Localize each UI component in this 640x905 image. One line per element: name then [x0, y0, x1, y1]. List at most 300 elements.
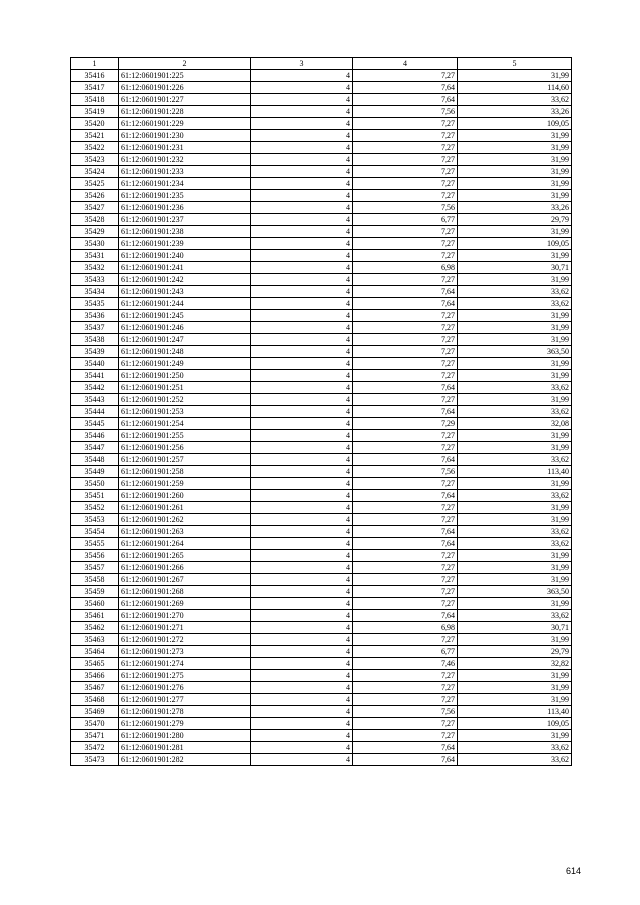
table-cell-col-4: 7,27 — [353, 166, 458, 178]
table-cell-col-4: 7,27 — [353, 394, 458, 406]
table-cell-col-5: 31,99 — [458, 178, 572, 190]
table-cell-col-3: 4 — [251, 394, 353, 406]
table-row — [71, 334, 572, 346]
table-cell-col-1: 35472 — [71, 742, 119, 754]
table-cell-col-4: 7,64 — [353, 538, 458, 550]
table-row — [71, 262, 572, 274]
table-cell-col-1: 35466 — [71, 670, 119, 682]
table-cell-col-1: 35420 — [71, 118, 119, 130]
table-row — [71, 574, 572, 586]
table-cell-col-4: 7,27 — [353, 478, 458, 490]
table-cell-col-3: 4 — [251, 574, 353, 586]
table-cell-col-1: 35463 — [71, 634, 119, 646]
table-cell-col-2: 61:12:0601901:275 — [119, 670, 251, 682]
table-cell-col-1: 35428 — [71, 214, 119, 226]
table-cell-col-2: 61:12:0601901:276 — [119, 682, 251, 694]
table-cell-col-4: 7,27 — [353, 310, 458, 322]
table-cell-col-4: 7,27 — [353, 250, 458, 262]
table-cell-col-4: 7,27 — [353, 634, 458, 646]
table-cell-col-3: 4 — [251, 298, 353, 310]
table-row — [71, 154, 572, 166]
table-cell-col-3: 4 — [251, 382, 353, 394]
table-cell-col-5: 32,08 — [458, 418, 572, 430]
table-cell-col-3: 4 — [251, 370, 353, 382]
table-cell-col-5: 31,99 — [458, 394, 572, 406]
table-row — [71, 274, 572, 286]
table-cell-col-2: 61:12:0601901:245 — [119, 310, 251, 322]
table-cell-col-1: 35449 — [71, 466, 119, 478]
table-cell-col-3: 4 — [251, 490, 353, 502]
table-cell-col-3: 4 — [251, 430, 353, 442]
table-cell-col-4: 7,64 — [353, 754, 458, 766]
table-cell-col-4: 7,56 — [353, 106, 458, 118]
table-cell-col-3: 4 — [251, 70, 353, 82]
table-cell-col-2: 61:12:0601901:259 — [119, 478, 251, 490]
table-cell-col-3: 4 — [251, 646, 353, 658]
table-cell-col-5: 29,79 — [458, 646, 572, 658]
table-row — [71, 718, 572, 730]
table-cell-col-4: 6,98 — [353, 262, 458, 274]
table-cell-col-2: 61:12:0601901:239 — [119, 238, 251, 250]
table-cell-col-5: 31,99 — [458, 574, 572, 586]
table-row — [71, 562, 572, 574]
table-cell-col-1: 35440 — [71, 358, 119, 370]
table-row — [71, 550, 572, 562]
table-cell-col-1: 35417 — [71, 82, 119, 94]
table-cell-col-4: 7,64 — [353, 82, 458, 94]
table-cell-col-5: 31,99 — [458, 70, 572, 82]
table-cell-col-1: 35422 — [71, 142, 119, 154]
table-cell-col-2: 61:12:0601901:240 — [119, 250, 251, 262]
column-header-2: 2 — [119, 58, 251, 70]
table-cell-col-5: 113,40 — [458, 706, 572, 718]
table-cell-col-2: 61:12:0601901:238 — [119, 226, 251, 238]
table-cell-col-2: 61:12:0601901:280 — [119, 730, 251, 742]
table-cell-col-5: 31,99 — [458, 154, 572, 166]
table-cell-col-5: 31,99 — [458, 502, 572, 514]
table-cell-col-5: 31,99 — [458, 682, 572, 694]
table-cell-col-4: 7,27 — [353, 370, 458, 382]
table-row — [71, 478, 572, 490]
table-cell-col-4: 7,64 — [353, 298, 458, 310]
table-cell-col-2: 61:12:0601901:250 — [119, 370, 251, 382]
table-cell-col-3: 4 — [251, 742, 353, 754]
table-row — [71, 646, 572, 658]
table-row — [71, 358, 572, 370]
table-cell-col-2: 61:12:0601901:248 — [119, 346, 251, 358]
table-cell-col-4: 7,27 — [353, 562, 458, 574]
table-cell-col-4: 7,27 — [353, 142, 458, 154]
table-cell-col-1: 35465 — [71, 658, 119, 670]
table-cell-col-2: 61:12:0601901:235 — [119, 190, 251, 202]
table-cell-col-5: 31,99 — [458, 130, 572, 142]
data-table — [70, 57, 572, 766]
table-row — [71, 382, 572, 394]
table-cell-col-1: 35473 — [71, 754, 119, 766]
table-row — [71, 610, 572, 622]
table-cell-col-4: 7,27 — [353, 358, 458, 370]
table-cell-col-5: 31,99 — [458, 322, 572, 334]
table-cell-col-1: 35432 — [71, 262, 119, 274]
table-cell-col-2: 61:12:0601901:268 — [119, 586, 251, 598]
table-row — [71, 538, 572, 550]
table-row — [71, 238, 572, 250]
table-cell-col-5: 33,62 — [458, 94, 572, 106]
table-cell-col-4: 7,64 — [353, 490, 458, 502]
table-cell-col-1: 35446 — [71, 430, 119, 442]
table-row — [71, 94, 572, 106]
table-cell-col-3: 4 — [251, 634, 353, 646]
table-row — [71, 142, 572, 154]
table-row — [71, 178, 572, 190]
table-row — [71, 286, 572, 298]
table-cell-col-4: 7,64 — [353, 742, 458, 754]
table-cell-col-2: 61:12:0601901:233 — [119, 166, 251, 178]
table-cell-col-5: 33,26 — [458, 202, 572, 214]
table-cell-col-1: 35448 — [71, 454, 119, 466]
table-row — [71, 70, 572, 82]
table-row — [71, 118, 572, 130]
table-cell-col-4: 6,77 — [353, 646, 458, 658]
table-cell-col-3: 4 — [251, 454, 353, 466]
table-row — [71, 322, 572, 334]
table-row — [71, 298, 572, 310]
table-row — [71, 202, 572, 214]
table-row — [71, 370, 572, 382]
table-cell-col-5: 31,99 — [458, 442, 572, 454]
table-cell-col-5: 113,40 — [458, 466, 572, 478]
table-cell-col-3: 4 — [251, 190, 353, 202]
table-cell-col-4: 7,27 — [353, 598, 458, 610]
table-cell-col-1: 35434 — [71, 286, 119, 298]
table-row — [71, 682, 572, 694]
table-row — [71, 502, 572, 514]
table-cell-col-5: 33,62 — [458, 382, 572, 394]
table-cell-col-3: 4 — [251, 406, 353, 418]
table-cell-col-3: 4 — [251, 310, 353, 322]
table-cell-col-2: 61:12:0601901:228 — [119, 106, 251, 118]
table-cell-col-1: 35451 — [71, 490, 119, 502]
table-cell-col-5: 31,99 — [458, 478, 572, 490]
table-cell-col-4: 7,27 — [353, 130, 458, 142]
table-cell-col-4: 6,77 — [353, 214, 458, 226]
table-cell-col-3: 4 — [251, 466, 353, 478]
table-cell-col-4: 7,27 — [353, 430, 458, 442]
table-cell-col-5: 31,99 — [458, 370, 572, 382]
table-cell-col-3: 4 — [251, 106, 353, 118]
table-cell-col-5: 33,62 — [458, 754, 572, 766]
table-cell-col-2: 61:12:0601901:272 — [119, 634, 251, 646]
table-cell-col-3: 4 — [251, 754, 353, 766]
table-cell-col-5: 363,50 — [458, 346, 572, 358]
table-cell-col-2: 61:12:0601901:244 — [119, 298, 251, 310]
table-cell-col-4: 7,27 — [353, 238, 458, 250]
table-cell-col-1: 35427 — [71, 202, 119, 214]
table-cell-col-1: 35458 — [71, 574, 119, 586]
table-cell-col-3: 4 — [251, 562, 353, 574]
table-cell-col-1: 35441 — [71, 370, 119, 382]
table-cell-col-4: 7,27 — [353, 670, 458, 682]
table-cell-col-2: 61:12:0601901:226 — [119, 82, 251, 94]
table-cell-col-2: 61:12:0601901:274 — [119, 658, 251, 670]
table-row — [71, 526, 572, 538]
table-cell-col-2: 61:12:0601901:266 — [119, 562, 251, 574]
table-cell-col-1: 35418 — [71, 94, 119, 106]
table-cell-col-5: 33,62 — [458, 742, 572, 754]
table-cell-col-5: 30,71 — [458, 622, 572, 634]
table-cell-col-4: 7,27 — [353, 586, 458, 598]
table-cell-col-4: 7,27 — [353, 682, 458, 694]
table-cell-col-4: 7,27 — [353, 718, 458, 730]
table-cell-col-4: 7,64 — [353, 406, 458, 418]
table-cell-col-5: 31,99 — [458, 166, 572, 178]
table-cell-col-2: 61:12:0601901:249 — [119, 358, 251, 370]
table-cell-col-2: 61:12:0601901:234 — [119, 178, 251, 190]
table-cell-col-2: 61:12:0601901:252 — [119, 394, 251, 406]
table-cell-col-1: 35455 — [71, 538, 119, 550]
table-cell-col-3: 4 — [251, 322, 353, 334]
table-cell-col-4: 7,27 — [353, 178, 458, 190]
table-cell-col-1: 35456 — [71, 550, 119, 562]
table-cell-col-2: 61:12:0601901:242 — [119, 274, 251, 286]
table-cell-col-2: 61:12:0601901:246 — [119, 322, 251, 334]
table-cell-col-2: 61:12:0601901:227 — [119, 94, 251, 106]
table-cell-col-2: 61:12:0601901:241 — [119, 262, 251, 274]
table-body — [71, 70, 572, 766]
table-cell-col-3: 4 — [251, 346, 353, 358]
table-cell-col-2: 61:12:0601901:260 — [119, 490, 251, 502]
table-cell-col-5: 31,99 — [458, 514, 572, 526]
table-cell-col-1: 35468 — [71, 694, 119, 706]
table-row — [71, 586, 572, 598]
table-cell-col-2: 61:12:0601901:231 — [119, 142, 251, 154]
table-row — [71, 634, 572, 646]
table-row — [71, 514, 572, 526]
table-cell-col-5: 114,60 — [458, 82, 572, 94]
table-cell-col-1: 35457 — [71, 562, 119, 574]
table-cell-col-2: 61:12:0601901:270 — [119, 610, 251, 622]
table-cell-col-3: 4 — [251, 622, 353, 634]
table-cell-col-5: 30,71 — [458, 262, 572, 274]
table-cell-col-1: 35431 — [71, 250, 119, 262]
table-cell-col-3: 4 — [251, 682, 353, 694]
table-cell-col-1: 35460 — [71, 598, 119, 610]
table-cell-col-5: 31,99 — [458, 670, 572, 682]
table-cell-col-3: 4 — [251, 718, 353, 730]
table-cell-col-5: 33,62 — [458, 490, 572, 502]
table-cell-col-5: 33,62 — [458, 538, 572, 550]
table-cell-col-5: 31,99 — [458, 430, 572, 442]
table-row — [71, 754, 572, 766]
table-cell-col-2: 61:12:0601901:263 — [119, 526, 251, 538]
table-cell-col-2: 61:12:0601901:251 — [119, 382, 251, 394]
table-row — [71, 226, 572, 238]
table-cell-col-3: 4 — [251, 178, 353, 190]
table-cell-col-3: 4 — [251, 358, 353, 370]
table-cell-col-1: 35437 — [71, 322, 119, 334]
table-cell-col-4: 6,98 — [353, 622, 458, 634]
table-cell-col-5: 31,99 — [458, 250, 572, 262]
table-cell-col-5: 33,62 — [458, 526, 572, 538]
table-cell-col-1: 35438 — [71, 334, 119, 346]
table-cell-col-5: 33,62 — [458, 454, 572, 466]
table-cell-col-3: 4 — [251, 550, 353, 562]
table-cell-col-5: 33,26 — [458, 106, 572, 118]
table-cell-col-5: 29,79 — [458, 214, 572, 226]
table-cell-col-2: 61:12:0601901:237 — [119, 214, 251, 226]
table-row — [71, 406, 572, 418]
table-cell-col-5: 31,99 — [458, 310, 572, 322]
column-header-5: 5 — [458, 58, 572, 70]
table-cell-col-2: 61:12:0601901:232 — [119, 154, 251, 166]
table-cell-col-2: 61:12:0601901:282 — [119, 754, 251, 766]
table-cell-col-5: 109,05 — [458, 238, 572, 250]
table-cell-col-1: 35450 — [71, 478, 119, 490]
table-cell-col-1: 35445 — [71, 418, 119, 430]
table-cell-col-4: 7,46 — [353, 658, 458, 670]
table-row — [71, 82, 572, 94]
table-cell-col-3: 4 — [251, 154, 353, 166]
table-cell-col-1: 35452 — [71, 502, 119, 514]
table-cell-col-3: 4 — [251, 238, 353, 250]
table-cell-col-5: 31,99 — [458, 274, 572, 286]
table-cell-col-1: 35469 — [71, 706, 119, 718]
table-row — [71, 466, 572, 478]
table-cell-col-1: 35421 — [71, 130, 119, 142]
table-cell-col-2: 61:12:0601901:273 — [119, 646, 251, 658]
table-cell-col-3: 4 — [251, 142, 353, 154]
table-cell-col-4: 7,64 — [353, 286, 458, 298]
table-row — [71, 490, 572, 502]
table-row — [71, 670, 572, 682]
table-cell-col-3: 4 — [251, 502, 353, 514]
table-cell-col-4: 7,27 — [353, 226, 458, 238]
table-row — [71, 190, 572, 202]
table-cell-col-4: 7,27 — [353, 274, 458, 286]
table-cell-col-1: 35416 — [71, 70, 119, 82]
table-cell-col-4: 7,27 — [353, 70, 458, 82]
table-cell-col-5: 109,05 — [458, 718, 572, 730]
table-cell-col-3: 4 — [251, 670, 353, 682]
table-cell-col-2: 61:12:0601901:255 — [119, 430, 251, 442]
table-row — [71, 130, 572, 142]
table-row — [71, 394, 572, 406]
table-cell-col-5: 31,99 — [458, 598, 572, 610]
table-cell-col-1: 35429 — [71, 226, 119, 238]
column-header-1: 1 — [71, 58, 119, 70]
table-cell-col-2: 61:12:0601901:257 — [119, 454, 251, 466]
table-cell-col-2: 61:12:0601901:236 — [119, 202, 251, 214]
table-cell-col-5: 33,62 — [458, 298, 572, 310]
table-cell-col-5: 363,50 — [458, 586, 572, 598]
table-cell-col-3: 4 — [251, 286, 353, 298]
table-row — [71, 454, 572, 466]
table-cell-col-1: 35459 — [71, 586, 119, 598]
table-cell-col-2: 61:12:0601901:267 — [119, 574, 251, 586]
table-cell-col-3: 4 — [251, 694, 353, 706]
table-cell-col-1: 35454 — [71, 526, 119, 538]
table-cell-col-4: 7,27 — [353, 334, 458, 346]
table-row — [71, 622, 572, 634]
table-cell-col-3: 4 — [251, 586, 353, 598]
table-row — [71, 730, 572, 742]
table-cell-col-5: 31,99 — [458, 550, 572, 562]
table-row — [71, 430, 572, 442]
table-cell-col-3: 4 — [251, 214, 353, 226]
table-row — [71, 310, 572, 322]
table-cell-col-4: 7,29 — [353, 418, 458, 430]
table-row — [71, 346, 572, 358]
table-cell-col-2: 61:12:0601901:265 — [119, 550, 251, 562]
table-cell-col-4: 7,27 — [353, 730, 458, 742]
table-cell-col-4: 7,27 — [353, 118, 458, 130]
table-cell-col-1: 35436 — [71, 310, 119, 322]
table-cell-col-1: 35447 — [71, 442, 119, 454]
table-row — [71, 598, 572, 610]
table-cell-col-5: 31,99 — [458, 694, 572, 706]
table-cell-col-1: 35430 — [71, 238, 119, 250]
table-cell-col-4: 7,27 — [353, 190, 458, 202]
table-cell-col-3: 4 — [251, 202, 353, 214]
table-cell-col-1: 35470 — [71, 718, 119, 730]
table-cell-col-3: 4 — [251, 262, 353, 274]
table-cell-col-3: 4 — [251, 274, 353, 286]
column-header-3: 3 — [251, 58, 353, 70]
table-cell-col-2: 61:12:0601901:225 — [119, 70, 251, 82]
table-cell-col-3: 4 — [251, 658, 353, 670]
table-cell-col-4: 7,27 — [353, 574, 458, 586]
table-cell-col-1: 35471 — [71, 730, 119, 742]
table-cell-col-5: 32,82 — [458, 658, 572, 670]
table-cell-col-1: 35426 — [71, 190, 119, 202]
table-row — [71, 166, 572, 178]
table-cell-col-3: 4 — [251, 706, 353, 718]
table-cell-col-1: 35464 — [71, 646, 119, 658]
table-cell-col-4: 7,64 — [353, 526, 458, 538]
table-row — [71, 442, 572, 454]
table-cell-col-4: 7,27 — [353, 346, 458, 358]
table-cell-col-4: 7,27 — [353, 514, 458, 526]
table-cell-col-5: 31,99 — [458, 142, 572, 154]
table-cell-col-1: 35467 — [71, 682, 119, 694]
table-cell-col-2: 61:12:0601901:247 — [119, 334, 251, 346]
table-row — [71, 742, 572, 754]
table-cell-col-2: 61:12:0601901:269 — [119, 598, 251, 610]
table-cell-col-2: 61:12:0601901:264 — [119, 538, 251, 550]
table-row — [71, 106, 572, 118]
table-cell-col-1: 35453 — [71, 514, 119, 526]
table-cell-col-4: 7,27 — [353, 694, 458, 706]
table-cell-col-2: 61:12:0601901:279 — [119, 718, 251, 730]
table-cell-col-1: 35444 — [71, 406, 119, 418]
table-row — [71, 214, 572, 226]
table-cell-col-2: 61:12:0601901:253 — [119, 406, 251, 418]
table-cell-col-4: 7,27 — [353, 550, 458, 562]
table-cell-col-5: 31,99 — [458, 562, 572, 574]
table-cell-col-2: 61:12:0601901:271 — [119, 622, 251, 634]
table-cell-col-3: 4 — [251, 478, 353, 490]
table-cell-col-2: 61:12:0601901:258 — [119, 466, 251, 478]
table-cell-col-4: 7,27 — [353, 322, 458, 334]
table-cell-col-2: 61:12:0601901:277 — [119, 694, 251, 706]
table-cell-col-1: 35419 — [71, 106, 119, 118]
table-cell-col-1: 35461 — [71, 610, 119, 622]
table-cell-col-4: 7,27 — [353, 442, 458, 454]
table-cell-col-3: 4 — [251, 94, 353, 106]
table-cell-col-5: 31,99 — [458, 226, 572, 238]
table-cell-col-2: 61:12:0601901:230 — [119, 130, 251, 142]
table-cell-col-5: 33,62 — [458, 286, 572, 298]
